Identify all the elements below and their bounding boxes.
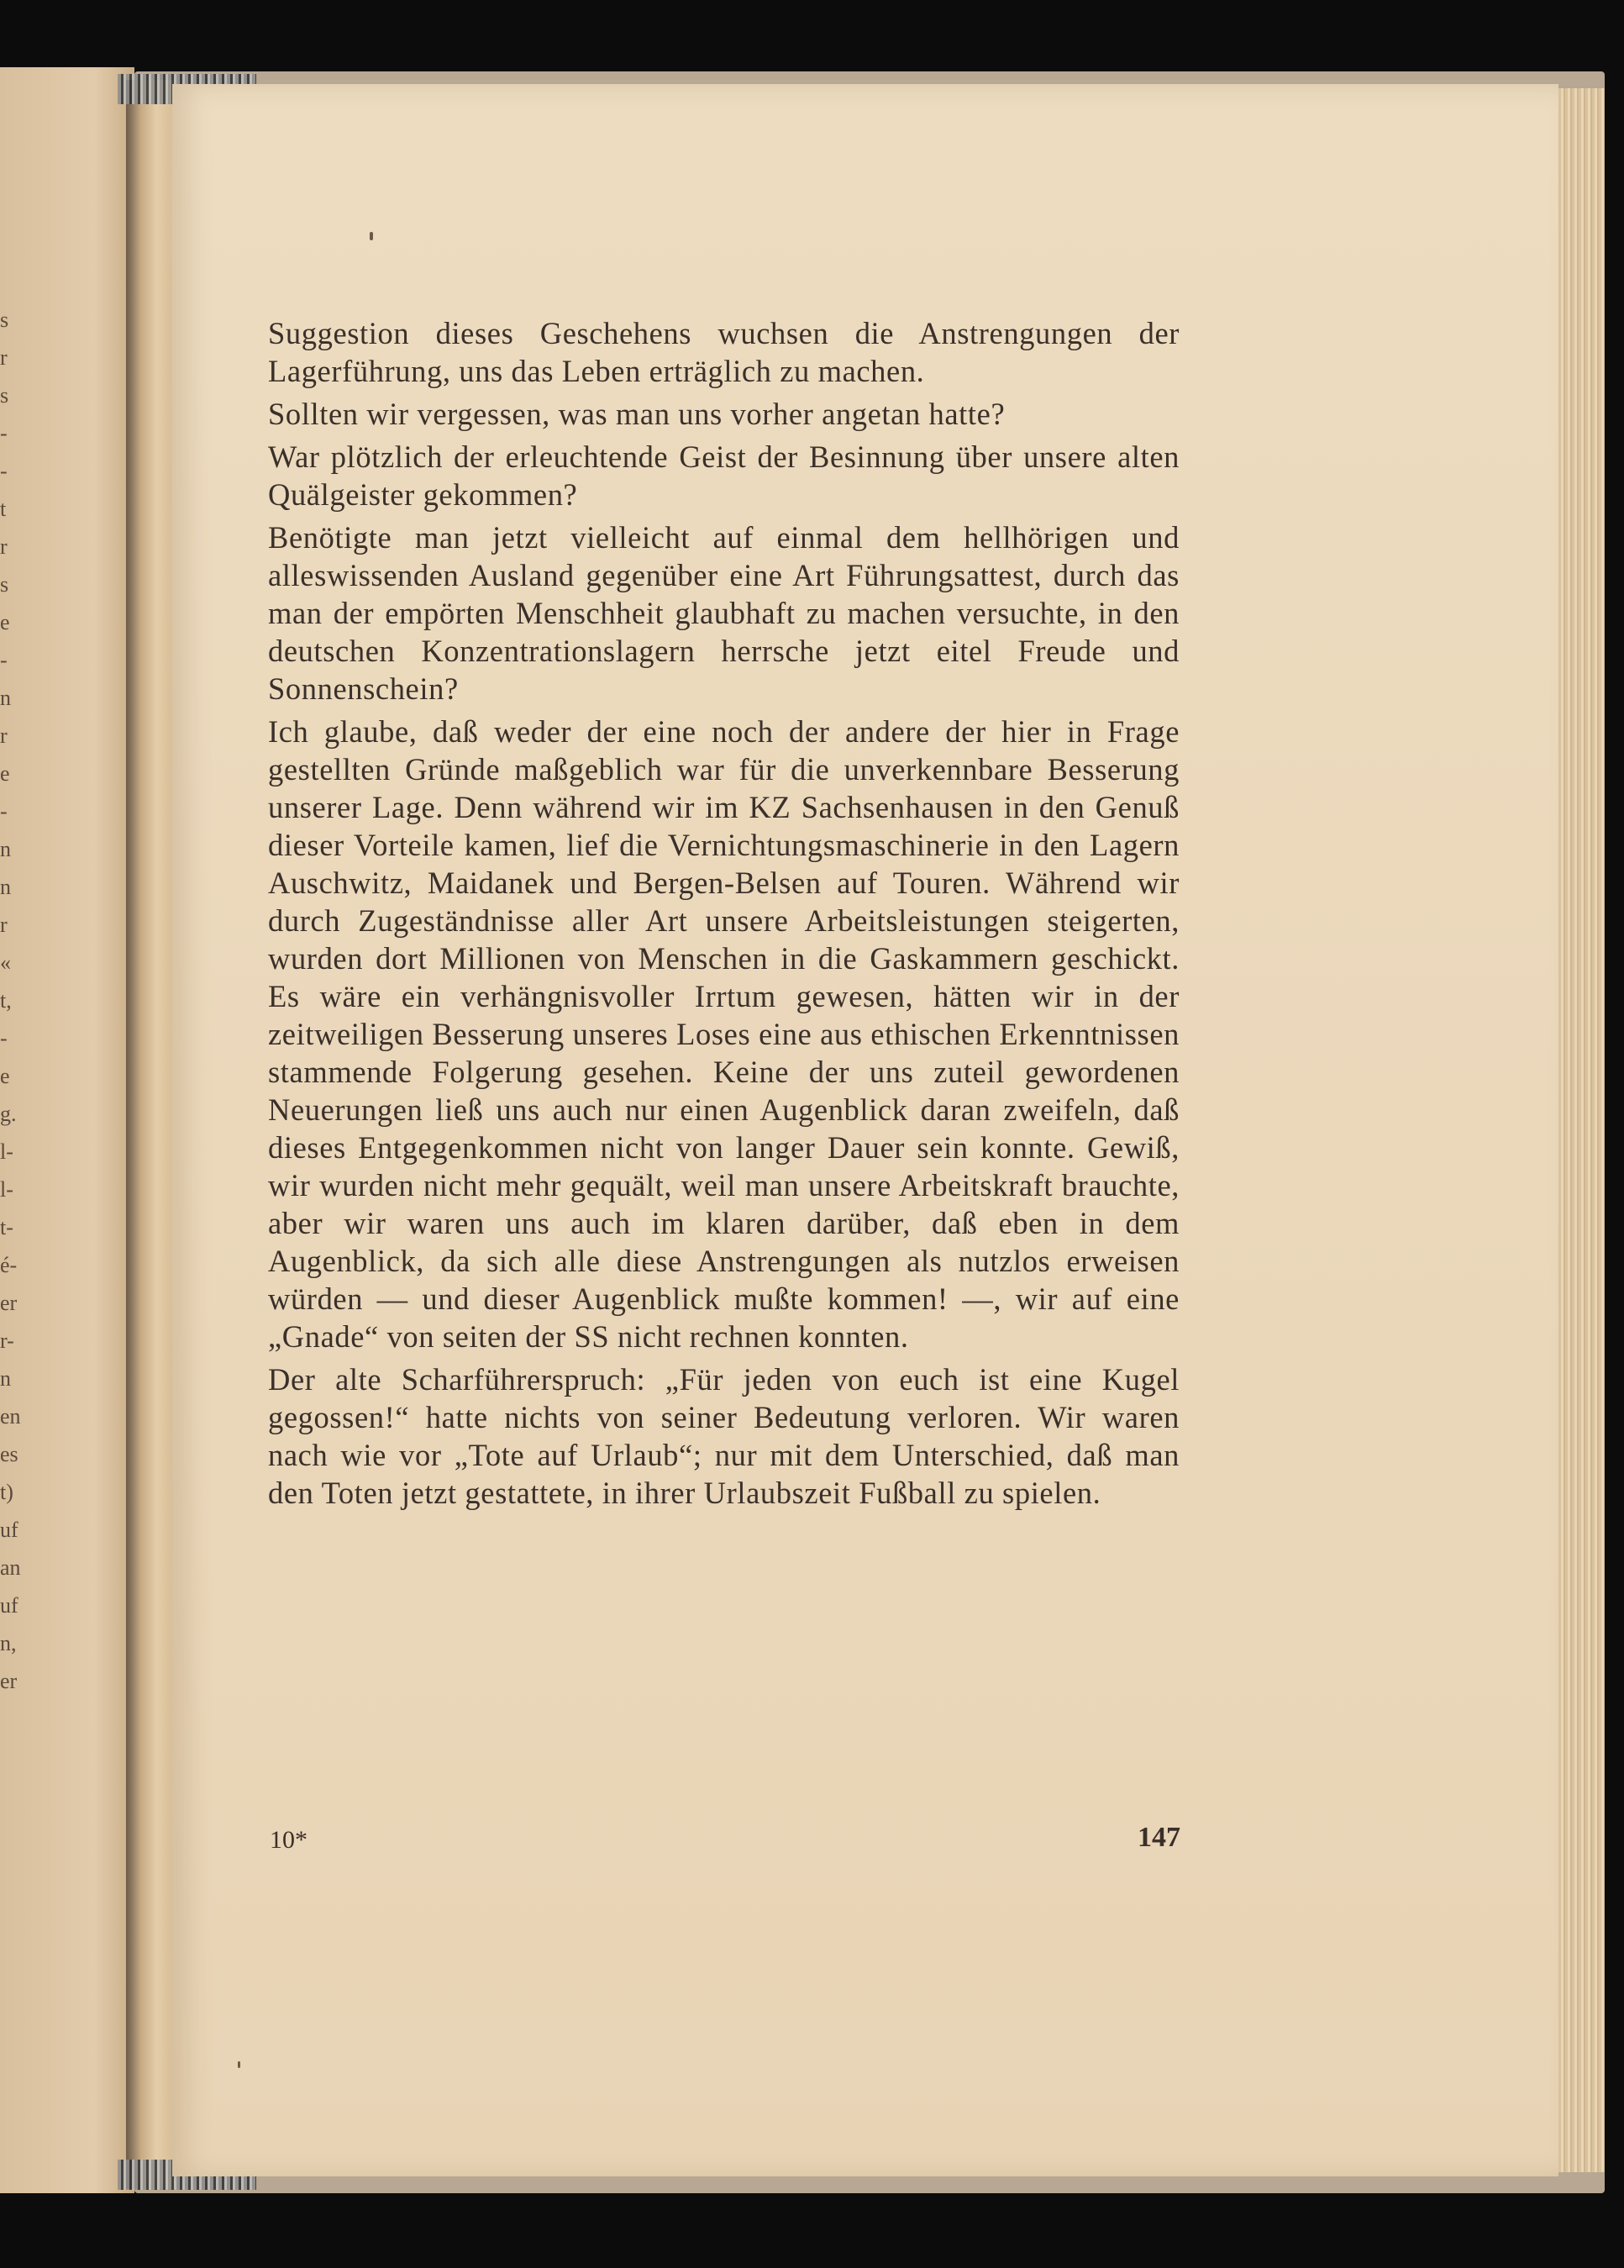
page-block-edge (1558, 88, 1605, 2172)
facing-page-fragment: s (0, 572, 9, 597)
facing-page-fragment: r (0, 724, 8, 748)
facing-page-fragment: e (0, 761, 10, 786)
facing-page-fragment: s (0, 308, 9, 332)
facing-page-fragment: e (0, 1064, 10, 1088)
facing-page-fragment: r (0, 913, 8, 937)
facing-page-fragment: - (0, 421, 8, 445)
paragraph: Benötigte man jetzt vielleicht auf einmal dem hellhörigen und alleswissenden Ausland gegenüber eine Art Führungsattest, durch das man der empörten Menschheit glaubhaft zu machen versuchte, in den deutschen Konzentrationslagern herrsche jetzt eitel Freude und Sonnenschein? (268, 520, 1180, 706)
facing-page-fragment: n (0, 837, 11, 861)
facing-page-fragment: r (0, 534, 8, 559)
facing-page-fragment: uf (0, 1593, 18, 1618)
facing-page-fragment: er (0, 1291, 18, 1315)
facing-page-fragment: s (0, 383, 9, 408)
facing-page-fragment: r (0, 345, 8, 370)
facing-page-fragment: g. (0, 1102, 17, 1126)
facing-page-fragment: er (0, 1669, 18, 1693)
page-body-text (268, 314, 1180, 1517)
facing-page-fragment: n (0, 875, 11, 899)
facing-page-fragment: - (0, 799, 8, 824)
paper-speck (238, 2061, 240, 2068)
facing-page-fragment: t (0, 497, 7, 521)
facing-page-fragment: uf (0, 1518, 18, 1542)
paragraph: Sollten wir vergessen, was man uns vorher angetan hatte? (268, 397, 1006, 431)
paper-speck (370, 232, 373, 240)
page-number: 147 (1138, 1822, 1180, 1853)
facing-page-fragment: en (0, 1404, 21, 1429)
paragraph: War plötzlich der erleuchtende Geist der Besinnung über unsere alten Quälgeister gekommen? (268, 439, 1180, 512)
facing-page-fragment: - (0, 459, 8, 483)
paragraph: Der alte Scharführerspruch: „Für jeden von euch ist eine Kugel gegossen!“ hatte nichts von seiner Bedeutung verloren. Wir waren nach wie vor „Tote auf Urlaub“; nur mit dem Unterschied, daß man den Toten jetzt gestattete, in ihrer Urlaubszeit Fußball zu spielen. (268, 1362, 1180, 1510)
facing-page-fragment: n (0, 686, 11, 710)
facing-page-fragment: e (0, 610, 10, 634)
paragraph: Ich glaube, daß weder der eine noch der andere der hier in Frage gestellten Gründe maßgeblich war für die unverkennbare Besserung unserer Lage. Denn während wir im KZ Sachsenhausen in den Genuß dieser Vorteile kamen, lief die Vernichtungsmaschinerie in den Lagern Auschwitz, Maidanek und Bergen-Belsen auf Touren. Während wir durch Zugeständnisse aller Art unsere Arbeitsleistungen steigerten, wurden dort Millionen von Menschen in die Gaskammern geschickt. Es wäre ein verhängnisvoller Irrtum gewesen, hätten wir in der zeitweiligen Besserung unseres Loses eine aus ethischen Erkenntnissen stammende Folgerung gesehen. Keine der uns zuteil gewordenen Neuerungen ließ uns auch nur einen Augenblick daran zweifeln, daß dieses Entgegenkommen nicht von langer Dauer sein konnte. Gewiß, wir wurden nicht mehr gequält, weil man unsere Arbeitskraft brauchte, aber wir waren uns auch im klaren darüber, daß eben in dem Augenblick, da sich alle diese Anstrengungen als nutzlos erweisen würden — und dieser Augenblick mußte kommen! —, wir auf eine „Gnade“ von seiten der SS nicht rechnen konnten. (268, 714, 1180, 1354)
facing-page-fragment: - (0, 1026, 8, 1050)
signature-mark: 10* (270, 1826, 307, 1854)
facing-page-fragment: l- (0, 1177, 13, 1202)
facing-page-fragment: t) (0, 1480, 13, 1504)
facing-page-fragment: t- (0, 1215, 13, 1239)
facing-page-fragment: l- (0, 1139, 13, 1164)
facing-page-fragment: é- (0, 1253, 18, 1277)
facing-page-fragment: n, (0, 1631, 17, 1655)
facing-page-fragment: n (0, 1366, 11, 1391)
facing-page-fragment: « (0, 950, 11, 975)
facing-page-fragment: t, (0, 988, 12, 1013)
facing-page-fragment: es (0, 1442, 18, 1466)
paragraph: Suggestion dieses Geschehens wuchsen die Anstrengungen der Lagerführung, uns das Leben erträglich zu machen. (268, 316, 1180, 388)
facing-page-fragment: r- (0, 1329, 14, 1353)
facing-page-fragment: - (0, 648, 8, 672)
book-gutter (126, 80, 176, 2189)
facing-page-fragment: an (0, 1555, 21, 1580)
previous-page-edge (0, 67, 134, 2193)
